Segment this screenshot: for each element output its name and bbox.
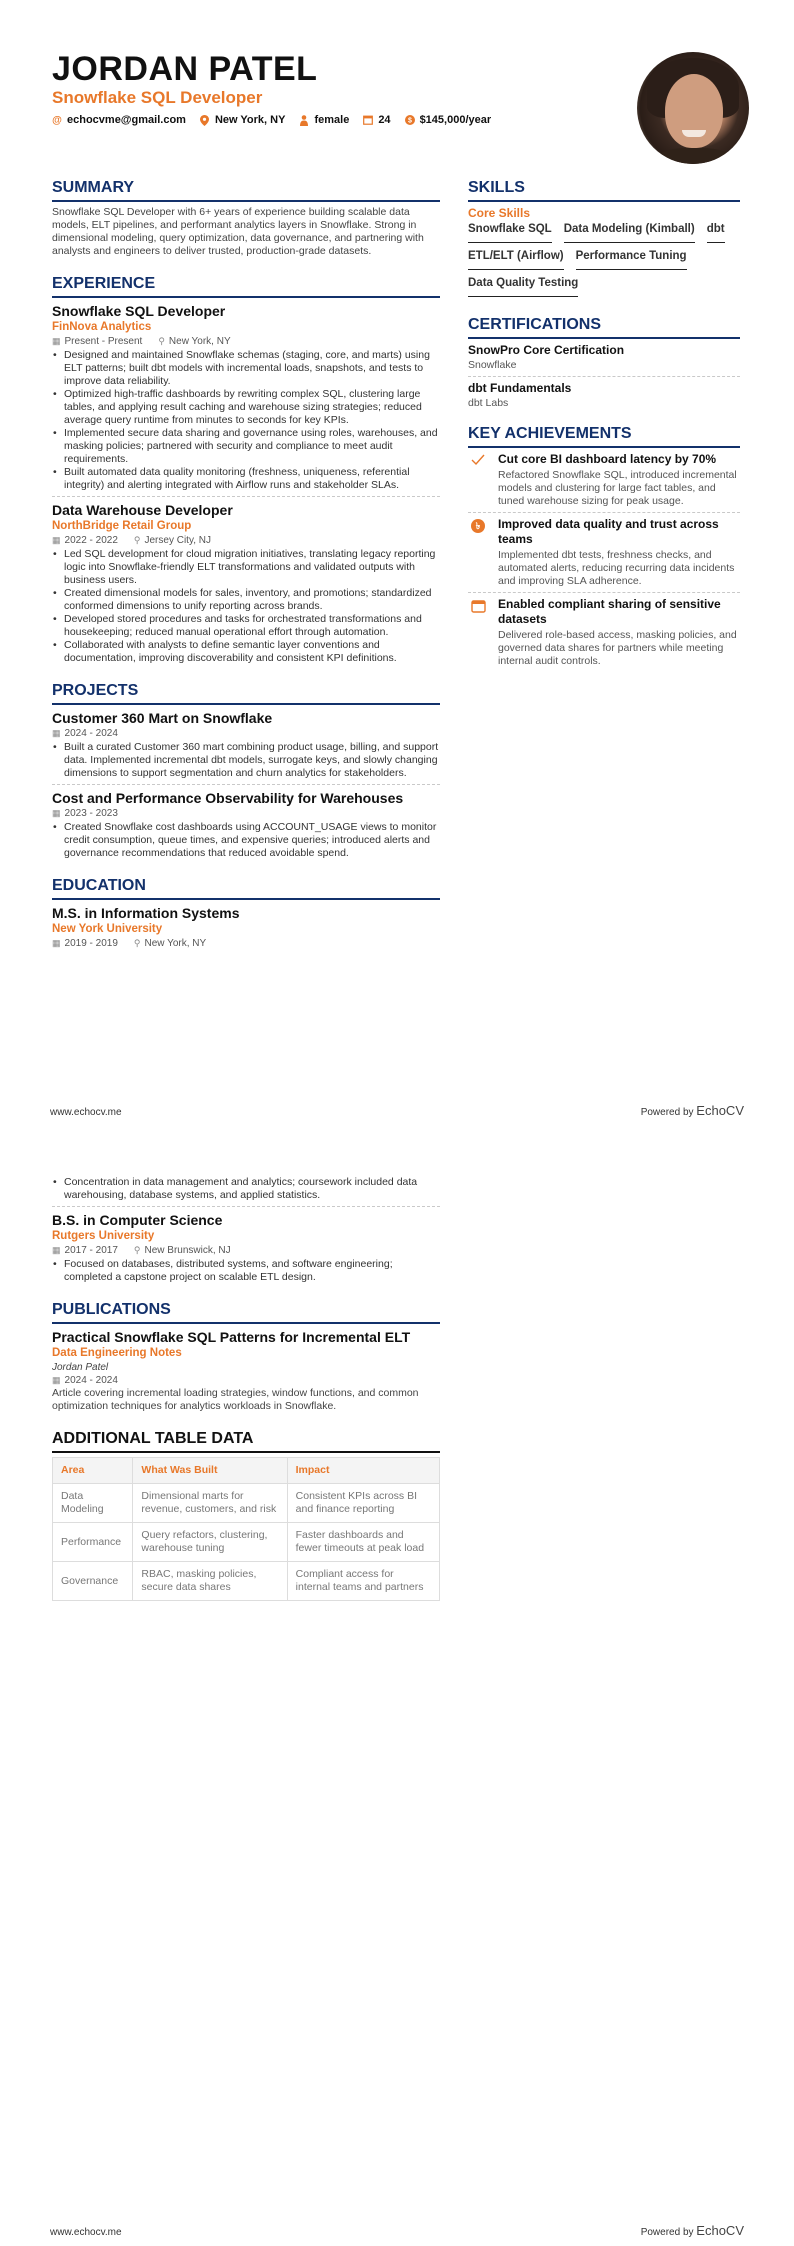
calendar-icon: ▦ bbox=[52, 336, 61, 346]
resume-header bbox=[52, 50, 612, 126]
location-pin-icon: ⚲ bbox=[158, 336, 165, 346]
table-cell: Dimensional marts for revenue, customers, and risk bbox=[133, 1484, 287, 1523]
contact-location bbox=[200, 114, 286, 126]
resume-page-2 bbox=[0, 1123, 794, 2246]
experience-entry bbox=[52, 302, 440, 492]
currency-badge-icon: ৳ bbox=[471, 519, 485, 533]
candidate-name: JORDAN PATEL bbox=[52, 50, 318, 88]
checkmark-icon bbox=[468, 452, 488, 508]
section-title-publications: PUBLICATIONS bbox=[52, 1300, 440, 1324]
degree-title: M.S. in Information Systems bbox=[52, 905, 240, 921]
photo-smile bbox=[682, 130, 706, 137]
bullet-item: • Concentration in data management and analytics; coursework included data warehousing, database systems, and applied statistics. bbox=[64, 1176, 440, 1202]
achievements-section bbox=[468, 424, 740, 668]
table-row bbox=[53, 1523, 440, 1562]
education-section bbox=[52, 876, 440, 950]
calendar-icon: ▦ bbox=[52, 808, 61, 818]
summary-section bbox=[52, 178, 440, 258]
person-icon bbox=[299, 115, 309, 126]
calendar-icon bbox=[363, 115, 373, 125]
achievement-title: Enabled compliant sharing of sensitive datasets bbox=[498, 597, 721, 626]
skill-tag: dbt bbox=[707, 222, 725, 243]
candidate-role: Snowflake SQL Developer bbox=[52, 88, 263, 107]
project-dates: 2024 - 2024 bbox=[64, 728, 118, 739]
bullet-item: • Designed and maintained Snowflake schemas (staging, core, and marts) using ELT patterns; built dbt models with incremental loads, snapshots, and tests to improve data reliability. bbox=[64, 349, 440, 388]
certification-issuer: Snowflake bbox=[468, 359, 517, 371]
contact-email[interactable] bbox=[52, 114, 186, 126]
bullet-item: • Built automated data quality monitoring (freshness, uniqueness, referential integrity) and alerting integrated with Airflow runs and stakeholder SLAs. bbox=[64, 466, 440, 492]
contact-age bbox=[363, 114, 390, 126]
job-title: Snowflake SQL Developer bbox=[52, 303, 226, 319]
bullet-item: • Led SQL development for cloud migration initiatives, translating legacy reporting logic into Snowflake-friendly ELT transformations and validated outputs with business users. bbox=[64, 548, 440, 587]
achievement-item bbox=[468, 452, 740, 508]
footer-powered-by: Powered by EchoCV bbox=[640, 2223, 744, 2238]
job-dates: 2022 - 2022 bbox=[64, 535, 118, 546]
company-name: FinNova Analytics bbox=[52, 321, 152, 333]
calendar-icon: ▦ bbox=[52, 728, 61, 738]
skills-section bbox=[468, 178, 740, 297]
project-entry bbox=[52, 709, 440, 780]
contact-salary-value: $145,000/year bbox=[419, 114, 492, 126]
contact-row bbox=[52, 114, 612, 126]
column-header: Area bbox=[53, 1458, 133, 1484]
publication-publisher: Data Engineering Notes bbox=[52, 1347, 182, 1359]
entry-divider bbox=[52, 1206, 440, 1207]
table-cell: Compliant access for internal teams and partners bbox=[287, 1562, 439, 1601]
education-bullets bbox=[52, 1176, 440, 1202]
publication-meta bbox=[52, 1374, 440, 1387]
bullet-item: • Created dimensional models for sales, inventory, and promotions; standardized conformed dimensions to unify reporting across brands. bbox=[64, 587, 440, 613]
section-title-projects: PROJECTS bbox=[52, 681, 440, 705]
achievement-item bbox=[468, 517, 740, 588]
section-title-achievements: KEY ACHIEVEMENTS bbox=[468, 424, 740, 448]
project-title: Cost and Performance Observability for Warehouses bbox=[52, 790, 404, 806]
location-pin-icon: ⚲ bbox=[133, 938, 141, 948]
calendar-icon: ▦ bbox=[52, 938, 61, 948]
calendar-icon: ▦ bbox=[52, 1375, 61, 1385]
certifications-section bbox=[468, 315, 740, 410]
education-meta bbox=[52, 1244, 440, 1257]
contact-email-value: echocvme@gmail.com bbox=[67, 114, 186, 126]
at-icon: @ bbox=[52, 114, 62, 126]
bullet-item: • Collaborated with analysts to define semantic layer conventions and documentation, improving discoverability and consistent KPI definitions. bbox=[64, 639, 440, 665]
job-dates: Present - Present bbox=[64, 336, 143, 347]
degree-title: B.S. in Computer Science bbox=[52, 1212, 223, 1228]
table-cell: Consistent KPIs across BI and finance reporting bbox=[287, 1484, 439, 1523]
education-location: New York, NY bbox=[144, 938, 207, 949]
contact-age-value: 24 bbox=[378, 114, 391, 126]
education-entry bbox=[52, 1211, 440, 1284]
svg-text:$: $ bbox=[407, 117, 412, 125]
table-cell: Data Modeling bbox=[53, 1484, 133, 1523]
skill-tag: Performance Tuning bbox=[576, 249, 687, 270]
achievement-description: Delivered role-based access, masking policies, and governed data shares for partners while meeting internal audit controls. bbox=[498, 629, 737, 667]
school-name: New York University bbox=[52, 923, 163, 935]
section-title-summary: SUMMARY bbox=[52, 178, 440, 202]
summary-text: Snowflake SQL Developer with 6+ years of experience building scalable data models, ELT pipelines, and performant analytics layers in Snowflake. Strong in dimensional modeling, query optimization, data governance, and partnering with analysts and engineers to deliver trusted, production-grade datasets. bbox=[52, 206, 424, 257]
project-meta bbox=[52, 807, 440, 820]
table-header-row bbox=[53, 1458, 440, 1484]
publication-author: Jordan Patel bbox=[52, 1362, 109, 1373]
certification-entry bbox=[468, 343, 740, 372]
footer-website-link[interactable]: www.echocv.me bbox=[50, 2227, 122, 2238]
contact-location-value: New York, NY bbox=[214, 114, 286, 126]
location-pin-icon: ⚲ bbox=[133, 535, 141, 545]
education-meta bbox=[52, 937, 440, 950]
table-cell: RBAC, masking policies, secure data shares bbox=[133, 1562, 287, 1601]
table-cell: Performance bbox=[53, 1523, 133, 1562]
right-column bbox=[468, 178, 740, 668]
project-bullets bbox=[52, 821, 440, 860]
publication-dates: 2024 - 2024 bbox=[64, 1375, 118, 1386]
job-meta bbox=[52, 534, 440, 547]
education-entry bbox=[52, 904, 440, 950]
achievement-item bbox=[468, 597, 740, 668]
education-dates: 2019 - 2019 bbox=[64, 938, 118, 949]
profile-photo bbox=[637, 52, 749, 164]
achievement-description: Refactored Snowflake SQL, introduced incremental models and clustering for large fact tables, and tuned warehouse sizing for peak usage. bbox=[498, 469, 737, 507]
page-footer bbox=[50, 2223, 744, 2238]
education-bullets bbox=[52, 1258, 440, 1284]
education-location: New Brunswick, NJ bbox=[144, 1245, 231, 1256]
salary-coin-icon bbox=[405, 115, 415, 125]
entry-divider bbox=[468, 512, 740, 513]
experience-entry bbox=[52, 501, 440, 665]
certification-name: SnowPro Core Certification bbox=[468, 343, 625, 357]
bullet-item: • Created Snowflake cost dashboards using ACCOUNT_USAGE views to monitor credit consumption, queue times, and expensive queries; introduced alerts and governance recommendations that reduced avoidable spend. bbox=[64, 821, 440, 860]
job-bullets bbox=[52, 349, 440, 492]
achievement-title: Cut core BI dashboard latency by 70% bbox=[498, 452, 717, 466]
job-meta bbox=[52, 335, 440, 348]
company-name: NorthBridge Retail Group bbox=[52, 520, 192, 532]
table-row bbox=[53, 1562, 440, 1601]
publication-description: Article covering incremental loading strategies, window functions, and common optimization techniques for analytics workloads in Snowflake. bbox=[52, 1387, 419, 1412]
page-footer bbox=[50, 1103, 744, 1118]
education-dates: 2017 - 2017 bbox=[64, 1245, 118, 1256]
entry-divider bbox=[468, 376, 740, 377]
entry-divider bbox=[52, 784, 440, 785]
section-title-additional-table: ADDITIONAL TABLE DATA bbox=[52, 1429, 440, 1453]
project-meta bbox=[52, 727, 440, 740]
skills-list bbox=[468, 222, 740, 297]
bullet-item: • Built a curated Customer 360 mart combining product usage, billing, and support data. Implemented incremental dbt models, surrogate keys, and slowly changing dimensions to support segmentation and churn analytics for stakeholders. bbox=[64, 741, 440, 780]
additional-table-section bbox=[52, 1429, 440, 1601]
publication-title: Practical Snowflake SQL Patterns for Incremental ELT bbox=[52, 1329, 411, 1345]
publications-section bbox=[52, 1300, 440, 1413]
certification-name: dbt Fundamentals bbox=[468, 381, 572, 395]
projects-section bbox=[52, 681, 440, 860]
skills-group-label: Core Skills bbox=[468, 206, 531, 220]
bullet-item: • Developed stored procedures and tasks for orchestrated transformations and housekeeping; reduced manual operational effort through automation. bbox=[64, 613, 440, 639]
table-row bbox=[53, 1484, 440, 1523]
job-location: New York, NY bbox=[168, 336, 231, 347]
project-entry bbox=[52, 789, 440, 860]
left-column bbox=[52, 178, 440, 950]
calendar-icon bbox=[468, 597, 488, 668]
column-header: What Was Built bbox=[133, 1458, 287, 1484]
footer-website-link[interactable]: www.echocv.me bbox=[50, 1107, 122, 1118]
section-title-education: EDUCATION bbox=[52, 876, 440, 900]
skill-tag: Data Quality Testing bbox=[468, 276, 578, 297]
section-title-experience: EXPERIENCE bbox=[52, 274, 440, 298]
contact-gender bbox=[299, 114, 349, 126]
skill-tag: Data Modeling (Kimball) bbox=[564, 222, 695, 243]
achievement-title: Improved data quality and trust across teams bbox=[498, 517, 719, 546]
bullet-item: • Focused on databases, distributed systems, and software engineering; completed a capstone project on scalable ETL design. bbox=[64, 1258, 440, 1284]
table-cell: Faster dashboards and fewer timeouts at peak load bbox=[287, 1523, 439, 1562]
certification-issuer: dbt Labs bbox=[468, 397, 509, 409]
entry-divider bbox=[468, 592, 740, 593]
job-location: Jersey City, NJ bbox=[144, 535, 211, 546]
project-dates: 2023 - 2023 bbox=[64, 808, 118, 819]
skill-tag: Snowflake SQL bbox=[468, 222, 552, 243]
certification-entry bbox=[468, 381, 740, 410]
column-header: Impact bbox=[287, 1458, 439, 1484]
section-title-skills: SKILLS bbox=[468, 178, 740, 202]
education-entry-continued bbox=[52, 1176, 440, 1202]
project-title: Customer 360 Mart on Snowflake bbox=[52, 710, 273, 726]
job-bullets bbox=[52, 548, 440, 665]
project-bullets bbox=[52, 741, 440, 780]
photo-shoulders bbox=[655, 148, 733, 164]
contact-salary bbox=[405, 114, 492, 126]
bullet-item: • Implemented secure data sharing and governance using roles, warehouses, and masking policies; partnered with security and compliance to meet audit requirements. bbox=[64, 427, 440, 466]
section-title-certifications: CERTIFICATIONS bbox=[468, 315, 740, 339]
additional-data-table bbox=[52, 1457, 440, 1601]
bullet-item: • Optimized high-traffic dashboards by rewriting complex SQL, clustering large tables, and applying result caching and warehouse sizing strategies; reduced average query runtime from minutes to seconds for key KPIs. bbox=[64, 388, 440, 427]
experience-section bbox=[52, 274, 440, 665]
footer-brand: EchoCV bbox=[696, 2223, 744, 2238]
table-cell: Query refactors, clustering, warehouse tuning bbox=[133, 1523, 287, 1562]
achievement-description: Implemented dbt tests, freshness checks, and automated alerts, reducing recurring data incidents and improving SLA adherence. bbox=[498, 549, 735, 587]
contact-gender-value: female bbox=[314, 114, 350, 126]
skill-tag: ETL/ELT (Airflow) bbox=[468, 249, 564, 270]
calendar-icon: ▦ bbox=[52, 535, 61, 545]
calendar-icon: ▦ bbox=[52, 1245, 61, 1255]
footer-powered-by: Powered by EchoCV bbox=[640, 1103, 744, 1118]
footer-brand: EchoCV bbox=[696, 1103, 744, 1118]
location-pin-icon: ⚲ bbox=[133, 1245, 141, 1255]
left-column-continued bbox=[52, 1175, 440, 1601]
job-title: Data Warehouse Developer bbox=[52, 502, 233, 518]
entry-divider bbox=[52, 496, 440, 497]
location-pin-icon bbox=[200, 115, 210, 126]
table-cell: Governance bbox=[53, 1562, 133, 1601]
school-name: Rutgers University bbox=[52, 1230, 155, 1242]
